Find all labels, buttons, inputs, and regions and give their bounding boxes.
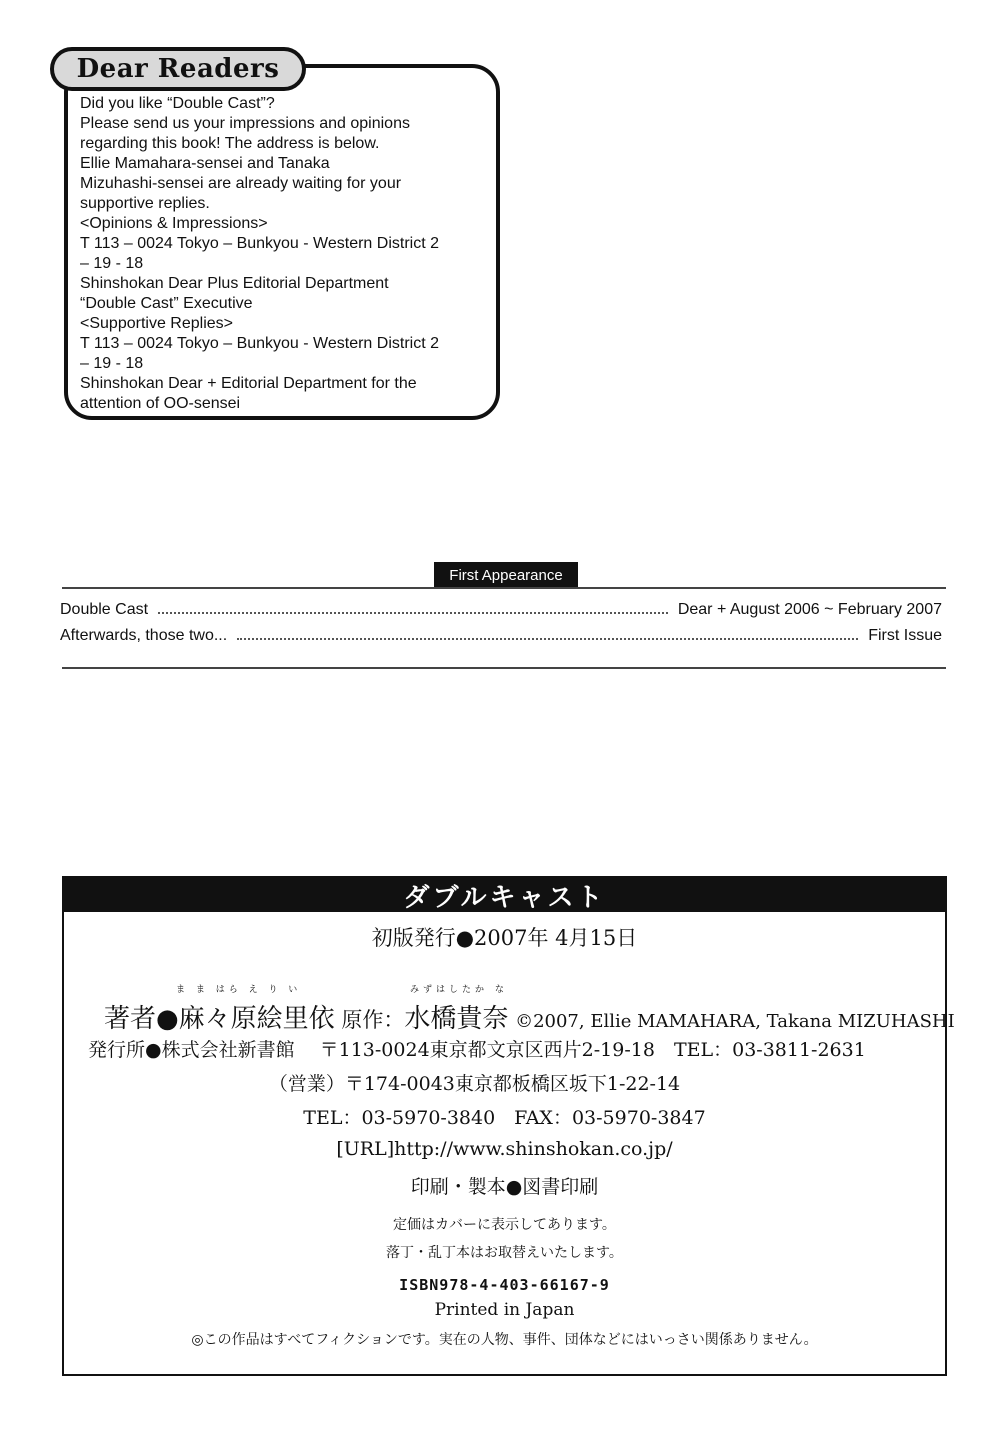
- readers-line: – 19 - 18: [80, 255, 144, 272]
- readers-line: – 19 - 18: [80, 355, 144, 372]
- readers-line: <Opinions & Impressions>: [80, 215, 268, 232]
- readers-line: Shinshokan Dear + Editorial Department for the: [80, 375, 417, 392]
- dear-readers-text: [80, 94, 490, 414]
- readers-line: Mizuhashi-sensei are already waiting for your: [80, 175, 402, 192]
- bottom-divider: [62, 667, 946, 669]
- url: [URL]http://www.shinshokan.co.jp/: [336, 1138, 673, 1160]
- dot-leader: [237, 638, 858, 640]
- author-line: [104, 998, 955, 1035]
- readers-line: T 113 – 0024 Tokyo – Bunkyou - Western District 2: [80, 235, 439, 252]
- readers-line: <Supportive Replies>: [80, 315, 233, 332]
- work-source: Dear + August 2006 ~ February 2007: [677, 601, 942, 618]
- work-title: Afterwards, those two...: [60, 627, 228, 644]
- original-author-ruby: みずはしたか な: [410, 985, 508, 995]
- first-appearance-label: First Appearance: [434, 562, 578, 588]
- colophon-box: [62, 876, 955, 1376]
- appearance-row: [60, 627, 942, 645]
- isbn: ISBN978-4-403-66167-9: [399, 1276, 610, 1294]
- copyright: ©2007, Ellie MAMAHARA, Takana MIZUHASHI: [515, 1011, 955, 1032]
- author-name: 著者●麻々原絵里依: [104, 1004, 335, 1034]
- readers-line: T 113 – 0024 Tokyo – Bunkyou - Western District 2: [80, 335, 439, 352]
- readers-line: “Double Cast” Executive: [80, 295, 253, 312]
- author-ruby: ま ま はら え り い: [176, 985, 302, 995]
- work-title: Double Cast: [60, 601, 149, 618]
- printed-in-japan: Printed in Japan: [434, 1300, 575, 1320]
- printing: 印刷・製本●図書印刷: [410, 1176, 599, 1198]
- original-author: 水橋貴奈: [404, 1004, 509, 1034]
- readers-line: Did you like “Double Cast”?: [80, 95, 275, 112]
- work-source: First Issue: [868, 627, 942, 644]
- fiction-note: ◎この作品はすべてフィクションです。実在の人物、事件、団体などにはいっさい関係ありません。: [191, 1332, 818, 1348]
- dear-readers-heading: Dear Readers: [50, 47, 306, 91]
- original-label: 原作：: [341, 1008, 405, 1032]
- publisher-line: 発行所●株式会社新書館 〒113-0024東京都文京区西片2-19-18 TEL：03-3811-2631: [88, 1039, 866, 1061]
- readers-line: Shinshokan Dear Plus Editorial Department: [80, 275, 389, 292]
- appearance-row: [60, 601, 942, 619]
- sales-address: （営業）〒174-0043東京都板橋区坂下1-22-14: [268, 1073, 681, 1095]
- first-edition-date: 初版発行●2007年 4月15日: [371, 926, 638, 950]
- readers-line: supportive replies.: [80, 195, 210, 212]
- readers-line: Please send us your impressions and opinions: [80, 115, 410, 132]
- readers-line: Ellie Mamahara-sensei and Tanaka: [80, 155, 330, 172]
- readers-line: attention of OO-sensei: [80, 395, 241, 412]
- top-divider: [62, 587, 946, 589]
- price-note: 定価はカバーに表示してあります。: [393, 1217, 616, 1233]
- replace-note: 落丁・乱丁本はお取替えいたします。: [386, 1245, 623, 1261]
- readers-line: regarding this book! The address is below.: [80, 135, 380, 152]
- dot-leader: [158, 612, 668, 614]
- tel-fax: TEL：03-5970-3840 FAX：03-5970-3847: [303, 1107, 706, 1129]
- colophon-title: ダブルキャスト: [64, 878, 945, 912]
